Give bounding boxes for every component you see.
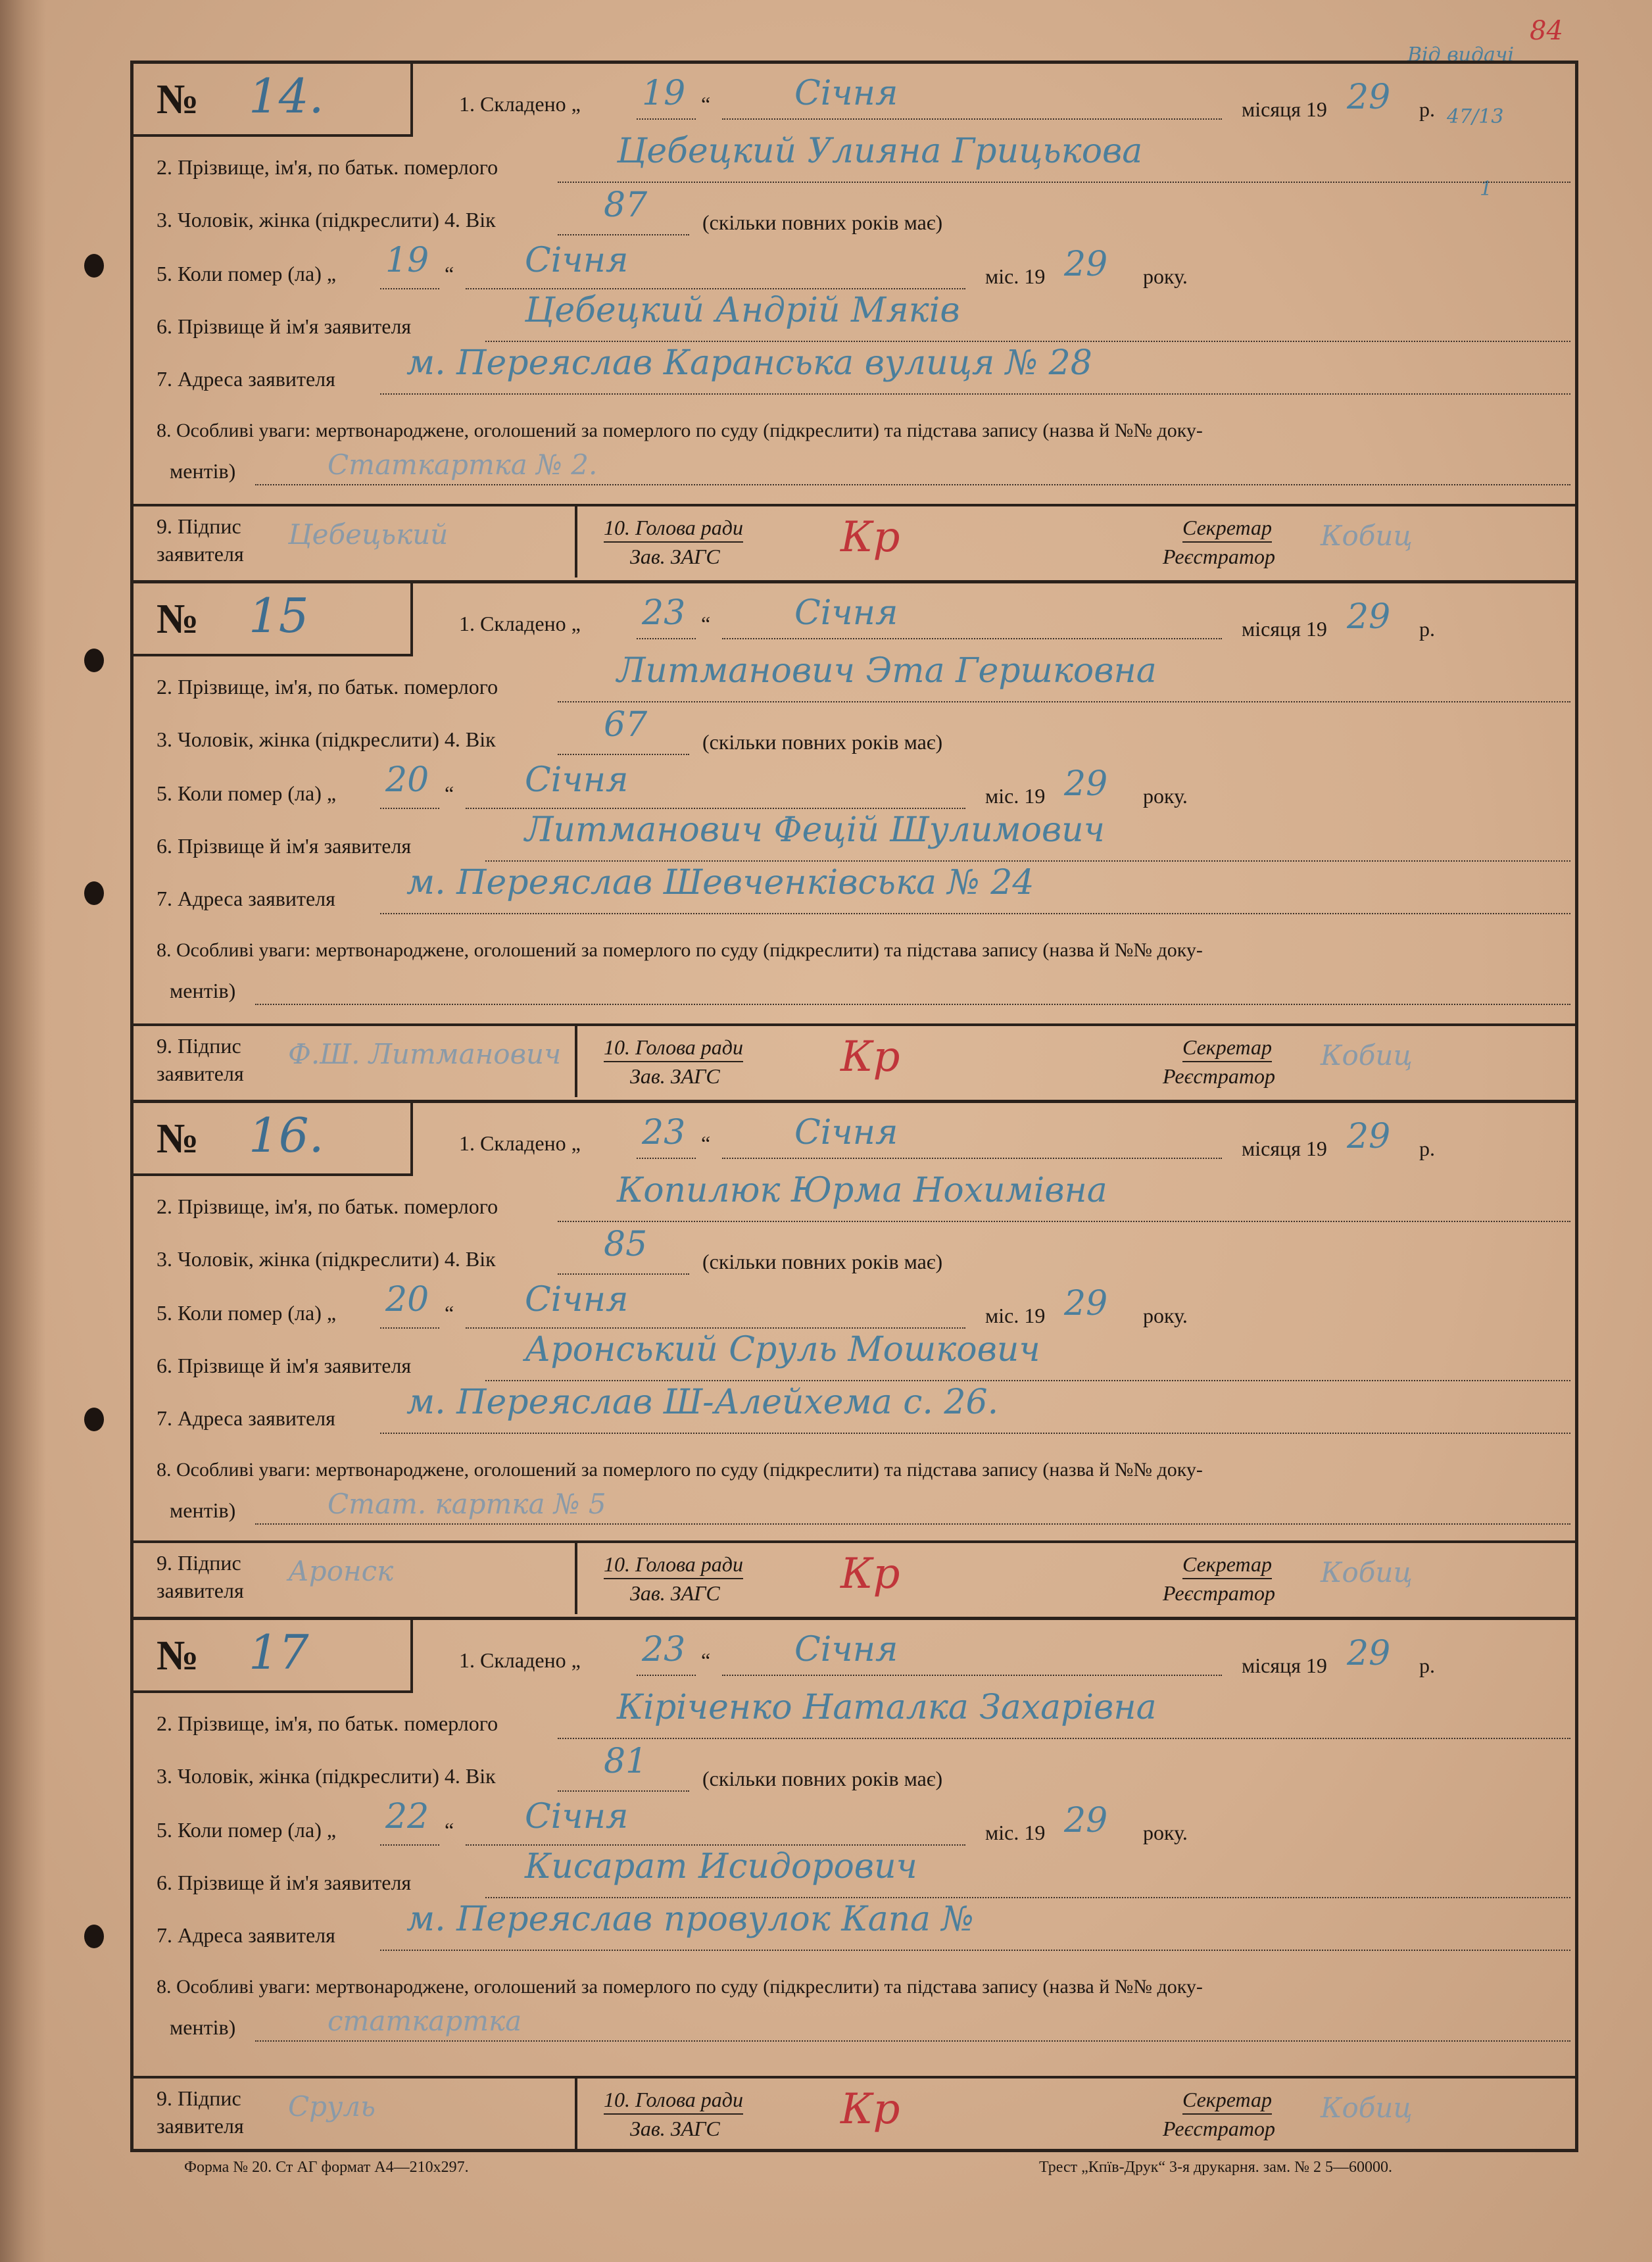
composed-label: 1. Складено „	[459, 612, 581, 635]
notes-value: статкартка	[328, 2005, 522, 2037]
form-footer-right: Трест „Кпїв-Друк“ 3-я друкарня. зам. № 2 5—60000.	[1039, 2159, 1392, 2176]
head-label: 10. Голова ради	[604, 1035, 743, 1062]
deceased-label: 2. Прізвище, ім'я, по батьк. померлого	[157, 155, 498, 179]
address-line	[380, 913, 1570, 914]
address-value: м. Переяслав Ш-Алейхема с. 26.	[406, 1383, 999, 1422]
death-month-label: міс. 19	[985, 264, 1046, 288]
head-signature-box	[577, 506, 946, 578]
binder-hole	[84, 649, 104, 672]
record-number-label: №	[157, 76, 199, 122]
sex-age-label: 3. Чоловік, жінка (підкреслити) 4. Вік	[157, 1247, 496, 1271]
address-label: 7. Адреса заявителя	[157, 367, 335, 391]
registrar-signature: Кобиц	[1321, 1039, 1413, 1071]
age-value: 85	[604, 1225, 648, 1264]
registrar-signature: Кобиц	[1321, 520, 1413, 552]
composed-month: Січня	[794, 593, 898, 633]
signature-label-2: заявителя	[157, 2114, 244, 2138]
death-day-line	[380, 288, 439, 289]
address-label: 7. Адреса заявителя	[157, 1406, 335, 1430]
record-number-label: №	[157, 1632, 199, 1679]
record-number-value: 16.	[249, 1108, 324, 1163]
signature-row	[130, 2076, 1578, 2150]
composed-quote: “	[701, 612, 711, 635]
secretary-label: Секретар	[1182, 1552, 1272, 1579]
applicant-signature: Ф.Ш. Литманович	[288, 1038, 562, 1070]
notes-label: 8. Особливі уваги: мертвонароджене, оголошений за померлого по суду (підкреслити) та підстава запису (назва й №№ доку-	[157, 939, 1203, 961]
death-record	[130, 583, 1578, 1100]
applicant-name: Цебецкий Андрій Мяків	[525, 291, 960, 330]
applicant-signature: Сруль	[288, 2090, 376, 2123]
death-day-line	[380, 1327, 439, 1329]
death-quote: “	[445, 781, 454, 805]
death-year: 29	[1064, 764, 1108, 804]
secretary-label: Секретар	[1182, 516, 1272, 543]
notes-label: 8. Особливі уваги: мертвонароджене, оголошений за померлого по суду (підкреслити) та підстава запису (назва й №№ доку-	[157, 420, 1203, 441]
registrar-label: Реєстратор	[1163, 2117, 1275, 2140]
composed-year-suffix: р.	[1419, 1137, 1435, 1160]
signature-row	[130, 1540, 1578, 1614]
address-value: м. Переяслав Шевченківська № 24	[406, 863, 1034, 902]
composed-quote: “	[701, 92, 711, 116]
zags-label: Зав. ЗАГС	[630, 2117, 720, 2140]
composed-month-label: місяця 19	[1242, 617, 1327, 641]
age-note: (скільки повних років має)	[702, 730, 943, 754]
age-line	[558, 1273, 689, 1275]
death-month-label: міс. 19	[985, 1304, 1046, 1327]
composed-year-suffix: р.	[1419, 97, 1435, 121]
signature-label: 9. Підпис	[157, 1551, 241, 1575]
applicant-signature-box	[130, 1026, 577, 1097]
record-number-value: 17	[249, 1625, 309, 1680]
registrar-label: Реєстратор	[1163, 1581, 1275, 1605]
age-value: 81	[604, 1742, 648, 1781]
address-label: 7. Адреса заявителя	[157, 1923, 335, 1947]
composed-year-suffix: р.	[1419, 1654, 1435, 1677]
deceased-label: 2. Прізвище, ім'я, по батьк. померлого	[157, 1194, 498, 1218]
age-line	[558, 1790, 689, 1792]
composed-year: 29	[1347, 597, 1391, 637]
head-signature-box	[577, 1026, 946, 1097]
sex-age-label: 3. Чоловік, жінка (підкреслити) 4. Вік	[157, 727, 496, 751]
composed-year-suffix: р.	[1419, 617, 1435, 641]
death-month-label: міс. 19	[985, 784, 1046, 808]
death-month-line	[466, 1327, 965, 1329]
address-value: м. Переяслав провулок Капа №	[406, 1900, 974, 1939]
record-number-box	[130, 1619, 413, 1693]
composed-day: 23	[642, 593, 686, 633]
applicant-line	[485, 341, 1570, 342]
death-year-suffix: року.	[1143, 1821, 1188, 1844]
applicant-signature-box	[130, 1543, 577, 1614]
composed-label: 1. Складено „	[459, 92, 581, 116]
death-year: 29	[1064, 1284, 1108, 1323]
applicant-label: 6. Прізвище й ім'я заявителя	[157, 834, 412, 858]
deceased-label: 2. Прізвище, ім'я, по батьк. померлого	[157, 675, 498, 699]
composed-month-line	[722, 638, 1222, 639]
death-year: 29	[1064, 245, 1108, 284]
signature-label: 9. Підпис	[157, 2086, 241, 2110]
secretary-label: Секретар	[1182, 2088, 1272, 2115]
signature-label: 9. Підпис	[157, 514, 241, 538]
composed-label: 1. Складено „	[459, 1131, 581, 1155]
registrar-signature: Кобиц	[1321, 1556, 1413, 1588]
notes-label-end: ментів)	[170, 459, 236, 483]
notes-value: Статкартка № 2.	[328, 449, 598, 481]
notes-label-end: ментів)	[170, 2015, 236, 2039]
binder-hole	[84, 1408, 104, 1431]
composed-day-line	[637, 1158, 696, 1159]
binding-edge	[0, 0, 46, 2262]
address-label: 7. Адреса заявителя	[157, 887, 335, 910]
zags-label: Зав. ЗАГС	[630, 1064, 720, 1088]
deceased-name: Цебецкий Улияна Грицькова	[617, 132, 1143, 171]
composed-label: 1. Складено „	[459, 1648, 581, 1672]
age-line	[558, 754, 689, 755]
composed-year: 29	[1347, 1117, 1391, 1156]
notes-line	[255, 484, 1570, 485]
death-date-label: 5. Коли помер (ла) „	[157, 262, 337, 285]
signature-label-2: заявителя	[157, 1062, 244, 1085]
binder-hole	[84, 1925, 104, 1948]
form-footer-left: Форма № 20. Ст АГ формат А4—210х297.	[184, 2159, 469, 2176]
binder-hole	[84, 881, 104, 905]
death-month: Січня	[525, 241, 629, 280]
head-signature-box	[577, 1543, 946, 1614]
composed-month: Січня	[794, 1630, 898, 1669]
head-label: 10. Голова ради	[604, 516, 743, 543]
deceased-line	[558, 701, 1570, 702]
death-month-line	[466, 808, 965, 809]
address-value: м. Переяслав Каранська вулиця № 28	[406, 343, 1092, 383]
signature-row	[130, 504, 1578, 578]
composed-month-line	[722, 1158, 1222, 1159]
composed-month-line	[722, 1675, 1222, 1676]
composed-month: Січня	[794, 74, 898, 113]
death-day: 22	[385, 1797, 429, 1836]
sex-age-label: 3. Чоловік, жінка (підкреслити) 4. Вік	[157, 208, 496, 232]
death-year-suffix: року.	[1143, 784, 1188, 808]
address-line	[380, 1950, 1570, 1951]
deceased-line	[558, 182, 1570, 183]
signature-label: 9. Підпис	[157, 1034, 241, 1058]
age-note: (скільки повних років має)	[702, 1767, 943, 1790]
age-note: (скільки повних років має)	[702, 1250, 943, 1273]
death-month-label: міс. 19	[985, 1821, 1046, 1844]
composed-day-line	[637, 638, 696, 639]
death-record	[130, 63, 1578, 580]
composed-day: 19	[642, 74, 686, 113]
page-number: 84	[1530, 16, 1563, 46]
head-signature: Кр	[840, 1033, 900, 1081]
death-record	[130, 1102, 1578, 1617]
head-signature: Кр	[840, 1550, 900, 1598]
death-day: 20	[385, 760, 429, 800]
death-day: 20	[385, 1280, 429, 1319]
applicant-signature: Цебецький	[288, 518, 449, 551]
composed-quote: “	[701, 1648, 711, 1672]
age-note: (скільки повних років має)	[702, 210, 943, 234]
death-year: 29	[1064, 1801, 1108, 1840]
record-number-value: 15	[249, 588, 309, 643]
binder-hole	[84, 254, 104, 278]
signature-label-2: заявителя	[157, 1579, 244, 1602]
deceased-name: Копилюк Юрма Нохимівна	[617, 1171, 1107, 1210]
address-line	[380, 1433, 1570, 1434]
notes-label-end: ментів)	[170, 979, 236, 1002]
death-day-line	[380, 808, 439, 809]
death-quote: “	[445, 1818, 454, 1842]
signature-label-2: заявителя	[157, 542, 244, 566]
record-number-value: 14.	[249, 68, 324, 124]
head-label: 10. Голова ради	[604, 1552, 743, 1579]
composed-month-label: місяця 19	[1242, 97, 1327, 121]
deceased-line	[558, 1738, 1570, 1739]
applicant-signature: Аронск	[288, 1555, 394, 1587]
applicant-name: Литманович Фецій Шулимович	[525, 810, 1105, 850]
death-year-suffix: року.	[1143, 264, 1188, 288]
applicant-label: 6. Прізвище й ім'я заявителя	[157, 314, 412, 338]
composed-month-label: місяця 19	[1242, 1654, 1327, 1677]
applicant-name: Аронський Сруль Мошкович	[525, 1330, 1040, 1369]
death-day: 19	[385, 241, 429, 280]
death-month-line	[466, 1844, 965, 1846]
applicant-line	[485, 1897, 1570, 1898]
composed-day: 23	[642, 1113, 686, 1152]
death-year-suffix: року.	[1143, 1304, 1188, 1327]
composed-quote: “	[701, 1131, 711, 1155]
deceased-label: 2. Прізвище, ім'я, по батьк. померлого	[157, 1711, 498, 1735]
death-quote: “	[445, 262, 454, 285]
applicant-line	[485, 860, 1570, 862]
death-day-line	[380, 1844, 439, 1846]
death-month-line	[466, 288, 965, 289]
margin-note: 47/13	[1447, 105, 1504, 128]
secretary-label: Секретар	[1182, 1035, 1272, 1062]
death-month: Січня	[525, 760, 629, 800]
zags-label: Зав. ЗАГС	[630, 1581, 720, 1605]
registrar-label: Реєстратор	[1163, 1064, 1275, 1088]
record-number-label: №	[157, 595, 199, 642]
record-number-label: №	[157, 1115, 199, 1162]
notes-line	[255, 2040, 1570, 2042]
notes-line	[255, 1523, 1570, 1525]
record-number-box	[130, 1102, 413, 1176]
signature-row	[130, 1023, 1578, 1097]
registrar-label: Реєстратор	[1163, 545, 1275, 568]
composed-month-label: місяця 19	[1242, 1137, 1327, 1160]
sex-age-label: 3. Чоловік, жінка (підкреслити) 4. Вік	[157, 1764, 496, 1788]
margin-note: Від видачі	[1407, 43, 1515, 66]
applicant-signature-box	[130, 2078, 577, 2150]
composed-month: Січня	[794, 1113, 898, 1152]
record-number-box	[130, 63, 413, 137]
zags-label: Зав. ЗАГС	[630, 545, 720, 568]
applicant-label: 6. Прізвище й ім'я заявителя	[157, 1871, 412, 1894]
notes-label: 8. Особливі уваги: мертвонароджене, оголошений за померлого по суду (підкреслити) та підстава запису (назва й №№ доку-	[157, 1976, 1203, 1998]
death-date-label: 5. Коли помер (ла) „	[157, 1818, 337, 1842]
deceased-line	[558, 1221, 1570, 1222]
death-month: Січня	[525, 1797, 629, 1836]
death-record	[130, 1619, 1578, 2152]
deceased-name: Литманович Эта Гершковна	[617, 651, 1157, 691]
age-value: 67	[604, 705, 648, 745]
composed-month-line	[722, 118, 1222, 120]
head-label: 10. Голова ради	[604, 2088, 743, 2115]
head-signature: Кр	[840, 513, 900, 562]
applicant-line	[485, 1380, 1570, 1381]
deceased-name: Кіріченко Наталка Захарівна	[617, 1688, 1157, 1727]
composed-day-line	[637, 118, 696, 120]
composed-day-line	[637, 1675, 696, 1676]
registrar-signature: Кобиц	[1321, 2092, 1413, 2124]
death-quote: “	[445, 1301, 454, 1325]
composed-day: 23	[642, 1630, 686, 1669]
age-value: 87	[604, 185, 648, 225]
head-signature-box	[577, 2078, 946, 2150]
applicant-label: 6. Прізвище й ім'я заявителя	[157, 1354, 412, 1377]
death-date-label: 5. Коли помер (ла) „	[157, 781, 337, 805]
composed-year: 29	[1347, 1634, 1391, 1673]
head-signature: Кр	[840, 2085, 900, 2134]
notes-value: Стат. картка № 5	[328, 1488, 606, 1520]
composed-year: 29	[1347, 78, 1391, 117]
notes-label-end: ментів)	[170, 1498, 236, 1522]
notes-line	[255, 1004, 1570, 1005]
age-line	[558, 234, 689, 235]
address-line	[380, 393, 1570, 395]
margin-note: 1	[1480, 178, 1493, 201]
notes-label: 8. Особливі уваги: мертвонароджене, оголошений за померлого по суду (підкреслити) та підстава запису (назва й №№ доку-	[157, 1459, 1203, 1481]
record-number-box	[130, 583, 413, 656]
applicant-signature-box	[130, 506, 577, 578]
applicant-name: Кисарат Исидорович	[525, 1847, 917, 1886]
death-month: Січня	[525, 1280, 629, 1319]
death-date-label: 5. Коли помер (ла) „	[157, 1301, 337, 1325]
